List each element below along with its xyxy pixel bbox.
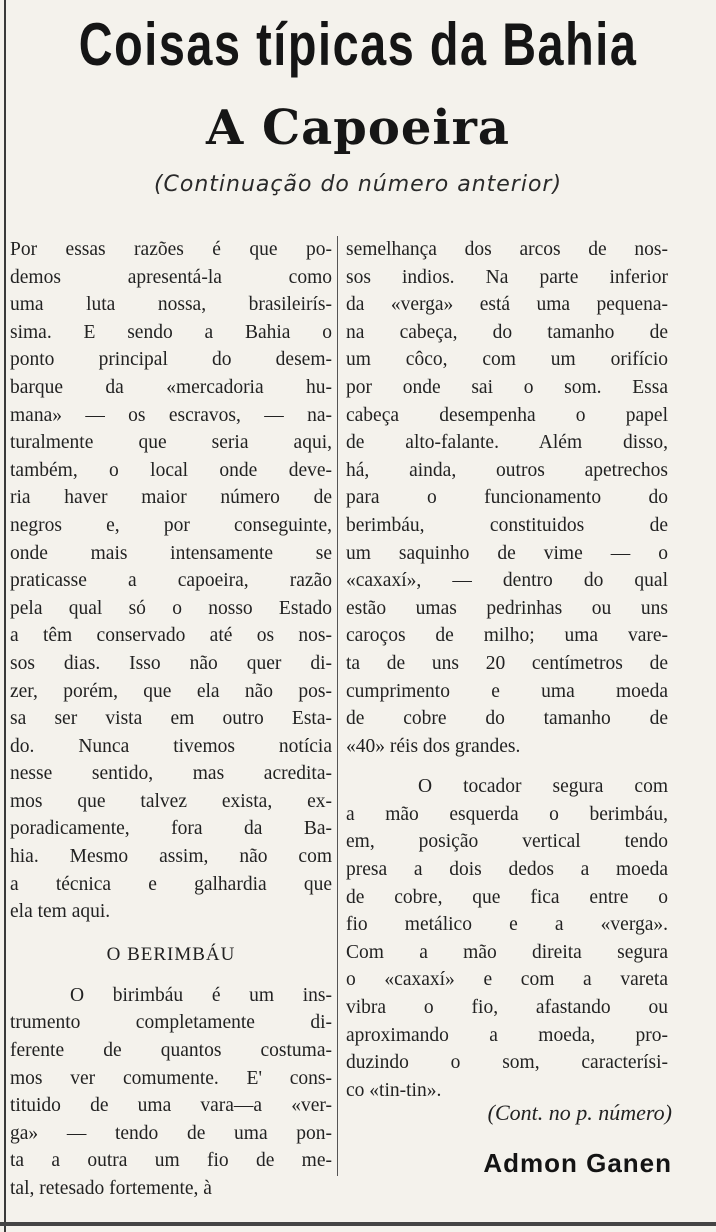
text-line: a técnica e galhardia que <box>10 873 332 895</box>
text-line: onde mais intensamente se <box>10 542 332 564</box>
text-line: «40» réis dos grandes. <box>346 735 521 757</box>
text-line: também, o local onde deve- <box>10 459 332 481</box>
text-line: para o funcionamento do <box>346 487 668 509</box>
right-column <box>346 236 668 1104</box>
text-line: demos apresentá-la como <box>10 266 332 288</box>
text-line: ga» — tendo de uma pon- <box>10 1122 332 1144</box>
text-line: estão umas pedrinhas ou uns <box>346 597 668 619</box>
text-line: há, ainda, outros apetrechos <box>346 459 668 481</box>
text-line: Com a mão direita segura <box>346 941 668 963</box>
text-line: co «tin-tin». <box>346 1079 442 1101</box>
text-line: cumprimento e uma moeda <box>346 680 668 702</box>
text-line: «caxaxí», — dentro do qual <box>346 570 668 592</box>
left-column <box>10 236 332 1203</box>
text-line: cabeça desempenha o papel <box>346 404 668 426</box>
text-line: de alto-falante. Além disso, <box>346 432 668 454</box>
text-line: negros e, por conseguinte, <box>10 514 332 536</box>
text-line: ponto principal do desem- <box>10 349 332 371</box>
right-paragraph-1 <box>346 236 668 760</box>
continuation-note: (Continuação do número anterior) <box>153 172 563 197</box>
text-line: ta a outra um fio de me- <box>10 1150 332 1172</box>
text-line: um côco, com um orifício <box>346 349 668 371</box>
text-line: na cabeça, do tamanho de <box>346 321 668 343</box>
text-line: em, posição vertical tendo <box>346 831 668 853</box>
text-line: zer, porém, que ela não pos- <box>10 680 332 702</box>
text-line: tal, retesado fortemente, à <box>10 1178 212 1199</box>
text-line: ela tem aqui. <box>10 901 111 923</box>
text-line: sima. E sendo a Bahia o <box>10 321 332 343</box>
article-subtitle: A Capoeira <box>206 100 510 156</box>
bottom-border-rule <box>0 1222 716 1226</box>
text-line: sa ser vista em outro Esta- <box>10 708 332 730</box>
text-line: turalmente que seria aqui, <box>10 432 332 454</box>
text-line: ta de uns 20 centímetros de <box>346 652 668 674</box>
text-line: tituido de uma vara—a «ver- <box>10 1095 332 1117</box>
text-line: O birimbáu é um ins- <box>70 984 332 1006</box>
text-line: hia. Mesmo assim, não com <box>10 846 332 868</box>
text-line: mos que talvez exista, ex- <box>10 790 332 812</box>
text-line: a têm conservado até os nos- <box>10 625 332 647</box>
text-line: da «verga» está uma pequena- <box>346 294 668 316</box>
text-line: sos dias. Isso não quer di- <box>10 652 332 674</box>
text-line: mos ver comumente. E' cons- <box>10 1067 332 1089</box>
column-divider <box>337 236 338 1176</box>
text-line: nesse sentido, mas acredita- <box>10 763 332 785</box>
text-line: fio metálico e a «verga». <box>346 914 668 936</box>
article-title: Coisas típicas da Bahia <box>78 11 638 78</box>
text-line: Por essas razões é que po- <box>10 239 332 260</box>
text-line: de cobre, que fica entre o <box>346 886 668 908</box>
text-line: aproximando a moeda, pro- <box>346 1024 668 1046</box>
text-line: por onde sai o som. Essa <box>346 376 668 398</box>
text-line: caroços de milho; uma vare- <box>346 625 668 647</box>
text-line: ferente de quantos costuma- <box>10 1040 332 1062</box>
text-line: vibra o fio, afastando ou <box>346 997 668 1019</box>
text-line: poradicamente, fora da Ba- <box>10 818 332 840</box>
text-line: praticasse a capoeira, razão <box>10 570 332 592</box>
text-line: barque da «mercadoria hu- <box>10 376 332 398</box>
text-line: berimbáu, constituidos de <box>346 514 668 536</box>
author-byline: Admon Ganen <box>483 1148 672 1178</box>
text-line: mana» — os escravos, — na- <box>10 404 332 426</box>
text-line: um saquinho de vime — o <box>346 542 668 564</box>
text-line: uma luta nossa, brasileirís- <box>10 294 332 316</box>
left-paragraph-1 <box>10 236 332 926</box>
text-line: pela qual só o nosso Estado <box>10 597 332 619</box>
text-line: do. Nunca tivemos notícia <box>10 735 332 757</box>
text-line: semelhança dos arcos de nos- <box>346 239 668 260</box>
section-heading: O BERIMBÁU <box>106 943 236 965</box>
left-paragraph-2 <box>10 982 332 1203</box>
text-line: O tocador segura com <box>418 776 668 798</box>
text-line: de cobre do tamanho de <box>346 708 668 730</box>
text-line: presa a dois dedos a moeda <box>346 859 668 881</box>
text-line: ria haver maior número de <box>10 487 332 509</box>
text-line: duzindo o som, caracterísi- <box>346 1052 668 1074</box>
text-line: o «caxaxí» e com a vareta <box>346 969 668 991</box>
text-line: sos indios. Na parte inferior <box>346 266 668 288</box>
right-paragraph-2 <box>346 773 668 1104</box>
text-line: trumento completamente di- <box>10 1012 332 1034</box>
continuation-footer: (Cont. no p. número) <box>487 1100 672 1125</box>
text-line: a mão esquerda o berimbáu, <box>346 803 668 825</box>
